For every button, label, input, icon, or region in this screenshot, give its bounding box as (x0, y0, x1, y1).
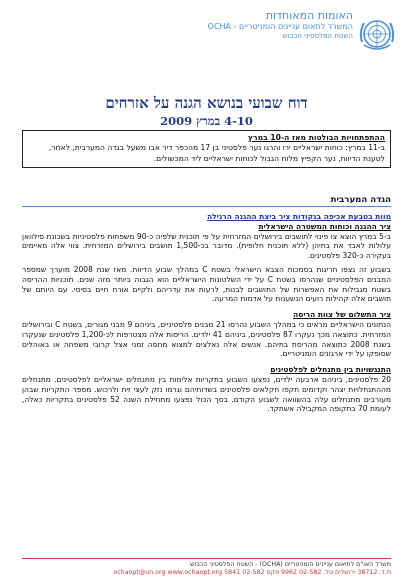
section-title-west-bank: הגדה המערבית (22, 195, 391, 207)
paragraph-4: 20 פלסטינים, ביניהם ארבעה ילדים, נפצעו השבוע בתקריות אלימות בין מתנחלים ישראליים לפלסטינים. מתנחלים מההתנחלויות יצהר וקדומים תקפו חקלאים פלסטינים בשדותיהם וגרמו נזק לעצי זית ולרכוש. מספר התקריות שבהן מעורבים מתנחלים עלה בהשוואה לשבוע הקודם. בסך הכול נפצעו מתחילת השנה 52 פלסטינים בתקריות כאלה, לעומת 70 בתקופה המקבילה אשתקד. (22, 374, 391, 414)
highlights-text: ב-11 במרץ: כוחות ישראליים ירו והרגו נער פלסטיני בן 17 מהכפר דיר אבו משעל בגדה המערבית, לאחר, לטענת הדיווח, נער הקפיץ מלוח הגבול לכוחות ישראליים ליד המכשולים. (48, 143, 385, 163)
subsection-heading-2: ציר התשלום של צוות הריסה (293, 310, 391, 320)
org-office-name: המשרד לתאום עניינים הומניטריים - OCHA (207, 22, 353, 31)
report-date: 4-10 במרץ 2009 (160, 114, 253, 128)
letterhead (8, 6, 405, 68)
paragraph-1: ב-5 במרץ הוצא צו פינוי לתושבים בירושלים המזרחית על פי תוכנית שלפיה כ-90 משפחות פלסטיניות בשכונת סילוואן עלולות לאבד את בתיהן (ללא תוכנית חלופית). מדובר בכ-1,500 תושבים בירושלים המזרחית. צווי אלה מאיימים בעקירה כ-320 פלסטינים. (22, 231, 391, 261)
footer-contact-line: ת.ד. 38712 ירושלים טל. 02-582 9962 פקס 02-582 5841 ochaopt@un.org www.ochaopt.org (113, 568, 391, 576)
subsection-heading-3: התנגשויות בין מתנחלים לפלסטינים (270, 365, 391, 375)
footer-org-line: משרד האו"ם לתיאום עניינים הומניטריים (OCHA) - השטח הפלסטיני הכבוש (190, 560, 391, 568)
paragraph-3: הנתונים הישראליים מראים כי במהלך השבוע נהרסו 21 מבנים פלסטיניים, ביניהם 9 מבני מגורים, בשטח C ובירושלים המזרחית. כתוצאה מכך נעקרו 87 פלסטינים, ביניהם 41 ילדים. הריסות אלה מצטרפות לכ-1,200 פלסטינים שנעקרו בשנת 2008 כתוצאה מהריסת בתיהם. אנשים אלה נאלצים למצוא מחסה זמני אצל קרובי משפחה או באוהלים שסופקו על ידי ארגונים הומניטריים. (22, 319, 392, 359)
org-name-hebrew: האומות המאוחדות (265, 9, 353, 22)
page-footer (22, 558, 391, 577)
subsection-subheading-1: ציר ההגנה וכוחות המשטרה הישראלית (258, 221, 391, 231)
org-name-block (143, 10, 353, 41)
highlights-box (22, 130, 391, 168)
report-title: דוח שבועי בנושא הגנה על אזרחים (105, 94, 308, 112)
section-body (22, 212, 391, 414)
org-territory-name: השטח הפלסטיני הכבוש (282, 32, 353, 40)
highlights-title: ההתפתחויות הבולטות מאז ה-10 במרץ (248, 133, 385, 142)
paragraph-2: בשבוע זה נצפו חריגות בסמכות הצבא הישראלי בשטח C במהלך שבוע הדיווח. מאז שנת 2008 מוערך שמספר המבנים הפלסטיניים שנהרסו בשטח C על ידי השלטונות הישראליים הוא הגבוה ביותר מזה שנים. תוכניות ההריסה בשטח מגבילות את האפשרות של התושבים לבנות, לרעות את עדריהם ולקיים אורח חיים בסיסי. עם היותם של תושבים אלה קהילות רועים הנשענות על אדמות המרעה. (22, 264, 392, 304)
subsection-heading-1: מוות בטבעת אכיפה בנקודות ציר ביצת ההגנה הרגילה (206, 212, 391, 221)
un-emblem-icon (355, 12, 399, 56)
